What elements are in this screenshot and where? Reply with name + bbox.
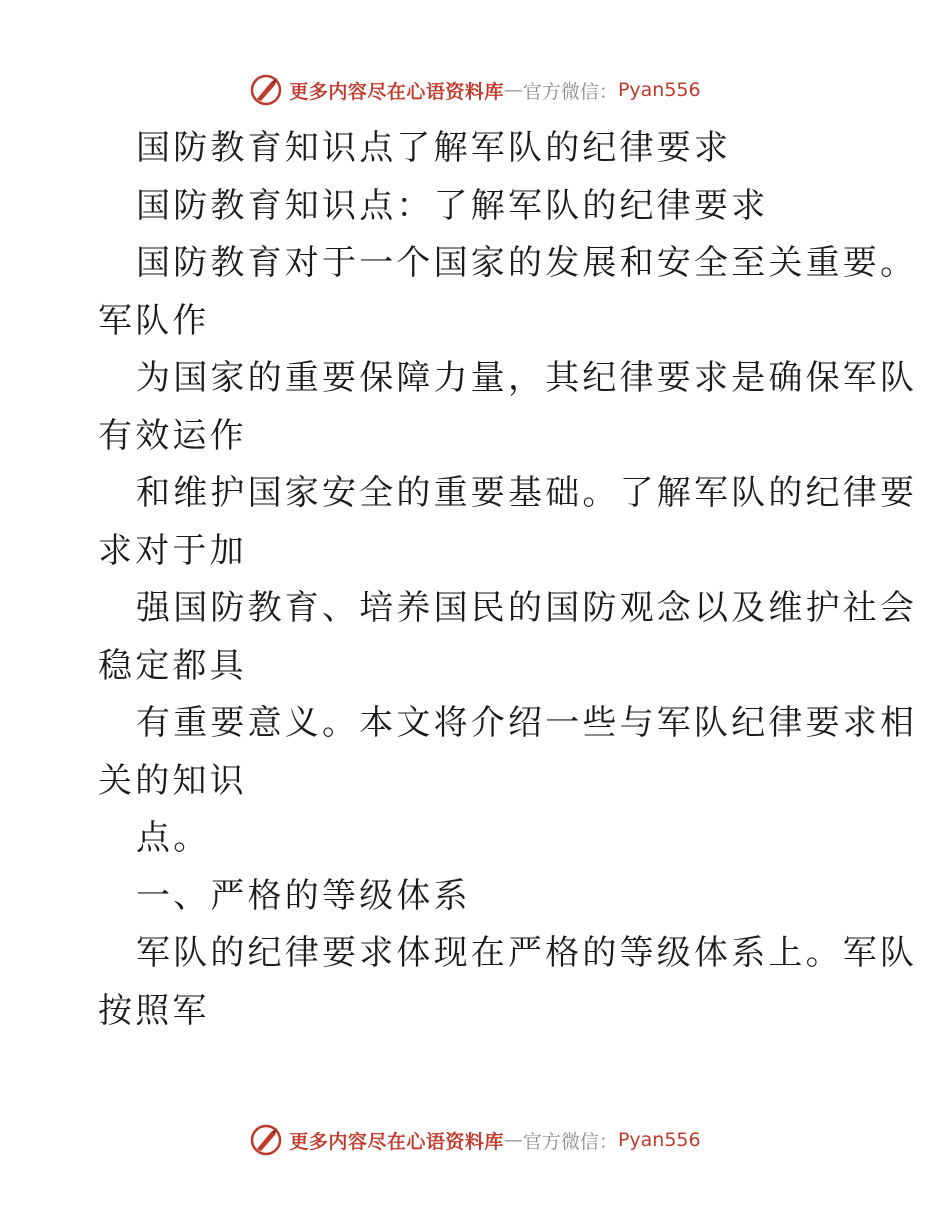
paragraph-line: 强国防教育、培养国民的国防观念以及维护社会 xyxy=(136,588,918,628)
banner-wechat-id: Pyan556 xyxy=(617,79,701,101)
paragraph-line: 求对于加 xyxy=(98,530,247,571)
paragraph-line: 军队作 xyxy=(98,300,210,341)
paragraph-line: 有效运作 xyxy=(98,415,247,456)
paragraph-line: 点。 xyxy=(136,818,211,858)
paragraph-line: 为国家的重要保障力量，其纪律要求是确保军队 xyxy=(136,358,918,398)
banner-dash: — xyxy=(503,79,523,101)
header-banner xyxy=(0,70,950,110)
banner-title: 更多内容尽在心语资料库 xyxy=(289,1130,504,1153)
paragraph-line: 关的知识 xyxy=(98,760,247,801)
paragraph-line: 按照军 xyxy=(98,990,210,1031)
paragraph-line: 国防教育对于一个国家的发展和安全至关重要。 xyxy=(136,243,918,283)
document-title: 国防教育知识点了解军队的纪律要求 xyxy=(136,128,732,168)
quill-logo-icon xyxy=(249,1123,283,1157)
paragraph-line: 有重要意义。本文将介绍一些与军队纪律要求相 xyxy=(136,703,918,743)
quill-logo-icon xyxy=(249,73,283,107)
banner-dash: — xyxy=(503,1129,523,1151)
paragraph-line: 军队的纪律要求体现在严格的等级体系上。军队 xyxy=(136,933,918,973)
banner-wechat-label: 官方微信： xyxy=(522,80,618,103)
banner-wechat-label: 官方微信： xyxy=(522,1130,618,1153)
document-body xyxy=(98,120,918,1040)
section-heading: 一、严格的等级体系 xyxy=(136,875,471,916)
banner-title: 更多内容尽在心语资料库 xyxy=(289,80,504,103)
paragraph-line: 稳定都具 xyxy=(98,645,247,686)
paragraph-line: 和维护国家安全的重要基础。了解军队的纪律要 xyxy=(136,473,918,513)
footer-banner xyxy=(0,1120,950,1160)
banner-wechat-id: Pyan556 xyxy=(617,1129,701,1151)
document-subtitle: 国防教育知识点：了解军队的纪律要求 xyxy=(136,185,769,226)
